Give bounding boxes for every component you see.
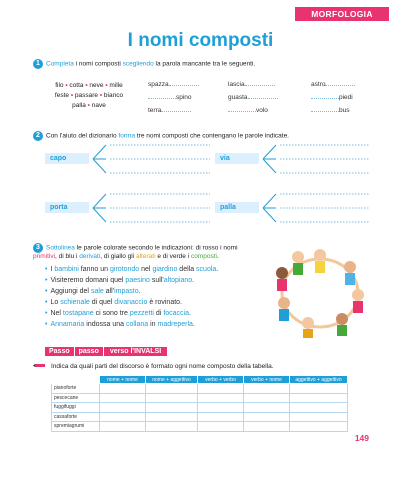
- ex3-sentence: • Nel tostapane ci sono tre pezzetti di focaccia.: [45, 310, 191, 317]
- ex1-item[interactable]: volo: [228, 106, 268, 114]
- ex1-item[interactable]: spino: [148, 93, 192, 101]
- ex2-word: palla: [215, 202, 259, 213]
- colored-word[interactable]: pezzetti: [129, 310, 154, 317]
- table-check-cell[interactable]: [244, 422, 290, 432]
- invalsi-banner: Passo passo verso l'INVALSI: [45, 346, 168, 357]
- table-row-label: fuggifuggi: [52, 403, 100, 413]
- table-row: [52, 422, 348, 432]
- ex3-instruction-line1: 3 Sottolinea le parole colorate secondo le indicazioni: di rosso i nomi: [33, 243, 238, 253]
- children-circle-illustration: [270, 243, 370, 339]
- ex3-instruction-line2: primitivi, di blu i derivati, di giallo gli alterati e di verde i composti.: [33, 253, 219, 260]
- table-row: [52, 412, 348, 422]
- colored-word[interactable]: divanaccio: [114, 299, 148, 306]
- word-bank-word: bianco: [103, 92, 124, 99]
- colored-word[interactable]: giardino: [152, 266, 178, 273]
- pencil-icon: [33, 363, 47, 368]
- ex3-sentence: • Aggiungi del sale all'impasto.: [45, 288, 141, 295]
- table-body: [52, 384, 348, 432]
- ex3-sentence: • Visiteremo domani quel paesino sull'altopiano.: [45, 277, 194, 284]
- colored-word[interactable]: paesino: [125, 277, 150, 284]
- ex2-word: porta: [45, 202, 89, 213]
- table-check-cell[interactable]: [100, 384, 146, 394]
- page-number: 149: [354, 433, 369, 443]
- ex1-instruction: 1 Completa i nomi composti scegliendo la parola mancante tra le seguenti.: [33, 59, 255, 69]
- colored-word[interactable]: scuola: [196, 266, 217, 273]
- colored-word[interactable]: sale: [90, 288, 104, 295]
- answer-fan: [92, 189, 212, 227]
- ex1-item[interactable]: spazza: [148, 80, 199, 88]
- table-check-cell[interactable]: [146, 422, 198, 432]
- table-check-cell[interactable]: [290, 422, 348, 432]
- word-bank-word: passare: [74, 92, 99, 99]
- table-check-cell[interactable]: [198, 384, 244, 394]
- colored-word[interactable]: collana: [125, 321, 149, 328]
- ex3-sentence: • Annamaria indossa una collana in madreperla.: [45, 321, 195, 328]
- answer-fan: [262, 140, 372, 178]
- table-corner: [52, 376, 100, 384]
- ex1-item[interactable]: lascia: [228, 80, 275, 88]
- ex3-sentence: • Lo schienale di quel divanaccio è rovinato.: [45, 299, 182, 306]
- table-check-cell[interactable]: [146, 403, 198, 413]
- ex2-word: capo: [45, 153, 89, 164]
- ex1-item[interactable]: bus: [311, 106, 349, 114]
- colored-word[interactable]: altopiano: [163, 277, 193, 284]
- colored-word[interactable]: schienale: [60, 299, 90, 306]
- page-title: I nomi composti: [127, 30, 274, 51]
- table-check-cell[interactable]: [198, 403, 244, 413]
- word-bank-word: palla: [72, 102, 86, 109]
- table-column-header: nome + nome: [100, 376, 146, 384]
- table-row: [52, 393, 348, 403]
- colored-word[interactable]: impasto: [114, 288, 139, 295]
- table-check-cell[interactable]: [244, 412, 290, 422]
- compound-table: [51, 375, 348, 432]
- word-bank-word: cotta: [69, 82, 84, 89]
- word-bank-word: neve: [89, 82, 104, 89]
- word-bank: [44, 81, 134, 111]
- ex1-item[interactable]: astro: [311, 80, 355, 88]
- ex1-item[interactable]: guasta: [228, 93, 278, 101]
- colored-word[interactable]: Annamaria: [50, 321, 85, 328]
- colored-word[interactable]: madreperla: [157, 321, 193, 328]
- table-check-cell[interactable]: [244, 384, 290, 394]
- table-check-cell[interactable]: [290, 403, 348, 413]
- word-bank-line: palla • nave: [72, 102, 106, 109]
- ex2-number: 2: [33, 131, 43, 141]
- colored-word[interactable]: tostapane: [62, 310, 94, 317]
- colored-word[interactable]: bambini: [54, 266, 79, 273]
- word-bank-word: filo: [55, 82, 64, 89]
- word-bank-line: filo • cotta • neve • mille: [55, 82, 123, 89]
- table-row-label: spremiagrumi: [52, 422, 100, 432]
- word-bank-line: feste • passare • bianco: [54, 92, 124, 99]
- table-column-header: aggettivo + aggettivo: [290, 376, 348, 384]
- table-check-cell[interactable]: [100, 412, 146, 422]
- table-row: [52, 403, 348, 413]
- table-check-cell[interactable]: [100, 422, 146, 432]
- ex2-word: via: [215, 153, 259, 164]
- ex1-item[interactable]: piedi: [311, 93, 353, 101]
- table-check-cell[interactable]: [146, 412, 198, 422]
- ex4-instruction: Indica da quali parti del discorso è formato ogni nome composto della tabella.: [51, 363, 274, 370]
- table-row-label: pianoforte: [52, 384, 100, 394]
- table-check-cell[interactable]: [198, 393, 244, 403]
- table-row-label: pescecane: [52, 393, 100, 403]
- word-bank-word: mille: [109, 82, 123, 89]
- table-check-cell[interactable]: [244, 393, 290, 403]
- table-check-cell[interactable]: [100, 403, 146, 413]
- section-tag: MORFOLOGIA: [295, 7, 389, 21]
- table-column-header: nome + aggettivo: [146, 376, 198, 384]
- ex3-sentence: • I bambini fanno un girotondo nel giardino della scuola.: [45, 266, 218, 273]
- table-check-cell[interactable]: [290, 393, 348, 403]
- table-check-cell[interactable]: [146, 393, 198, 403]
- word-bank-word: nave: [91, 102, 106, 109]
- colored-word[interactable]: girotondo: [110, 266, 140, 273]
- ex3-number: 3: [33, 243, 43, 253]
- answer-fan: [92, 140, 212, 178]
- table-check-cell[interactable]: [290, 384, 348, 394]
- table-header-row: [52, 376, 348, 384]
- table-check-cell[interactable]: [198, 412, 244, 422]
- ex1-number: 1: [33, 59, 43, 69]
- ex1-item[interactable]: terra: [148, 106, 191, 114]
- ex2-instruction: 2 Con l'aiuto del dizionario forma tre nomi composti che contengano le parole indicate.: [33, 131, 289, 141]
- table-check-cell[interactable]: [100, 393, 146, 403]
- colored-word[interactable]: focaccia: [163, 310, 189, 317]
- table-check-cell[interactable]: [244, 403, 290, 413]
- table-column-header: verbo + verbo: [198, 376, 244, 384]
- word-bank-word: feste: [54, 92, 70, 99]
- table-check-cell[interactable]: [290, 412, 348, 422]
- answer-fan: [262, 189, 372, 227]
- table-row: [52, 384, 348, 394]
- table-check-cell[interactable]: [146, 384, 198, 394]
- table-row-label: cassaforte: [52, 412, 100, 422]
- table-column-header: verbo + nome: [244, 376, 290, 384]
- table-check-cell[interactable]: [198, 422, 244, 432]
